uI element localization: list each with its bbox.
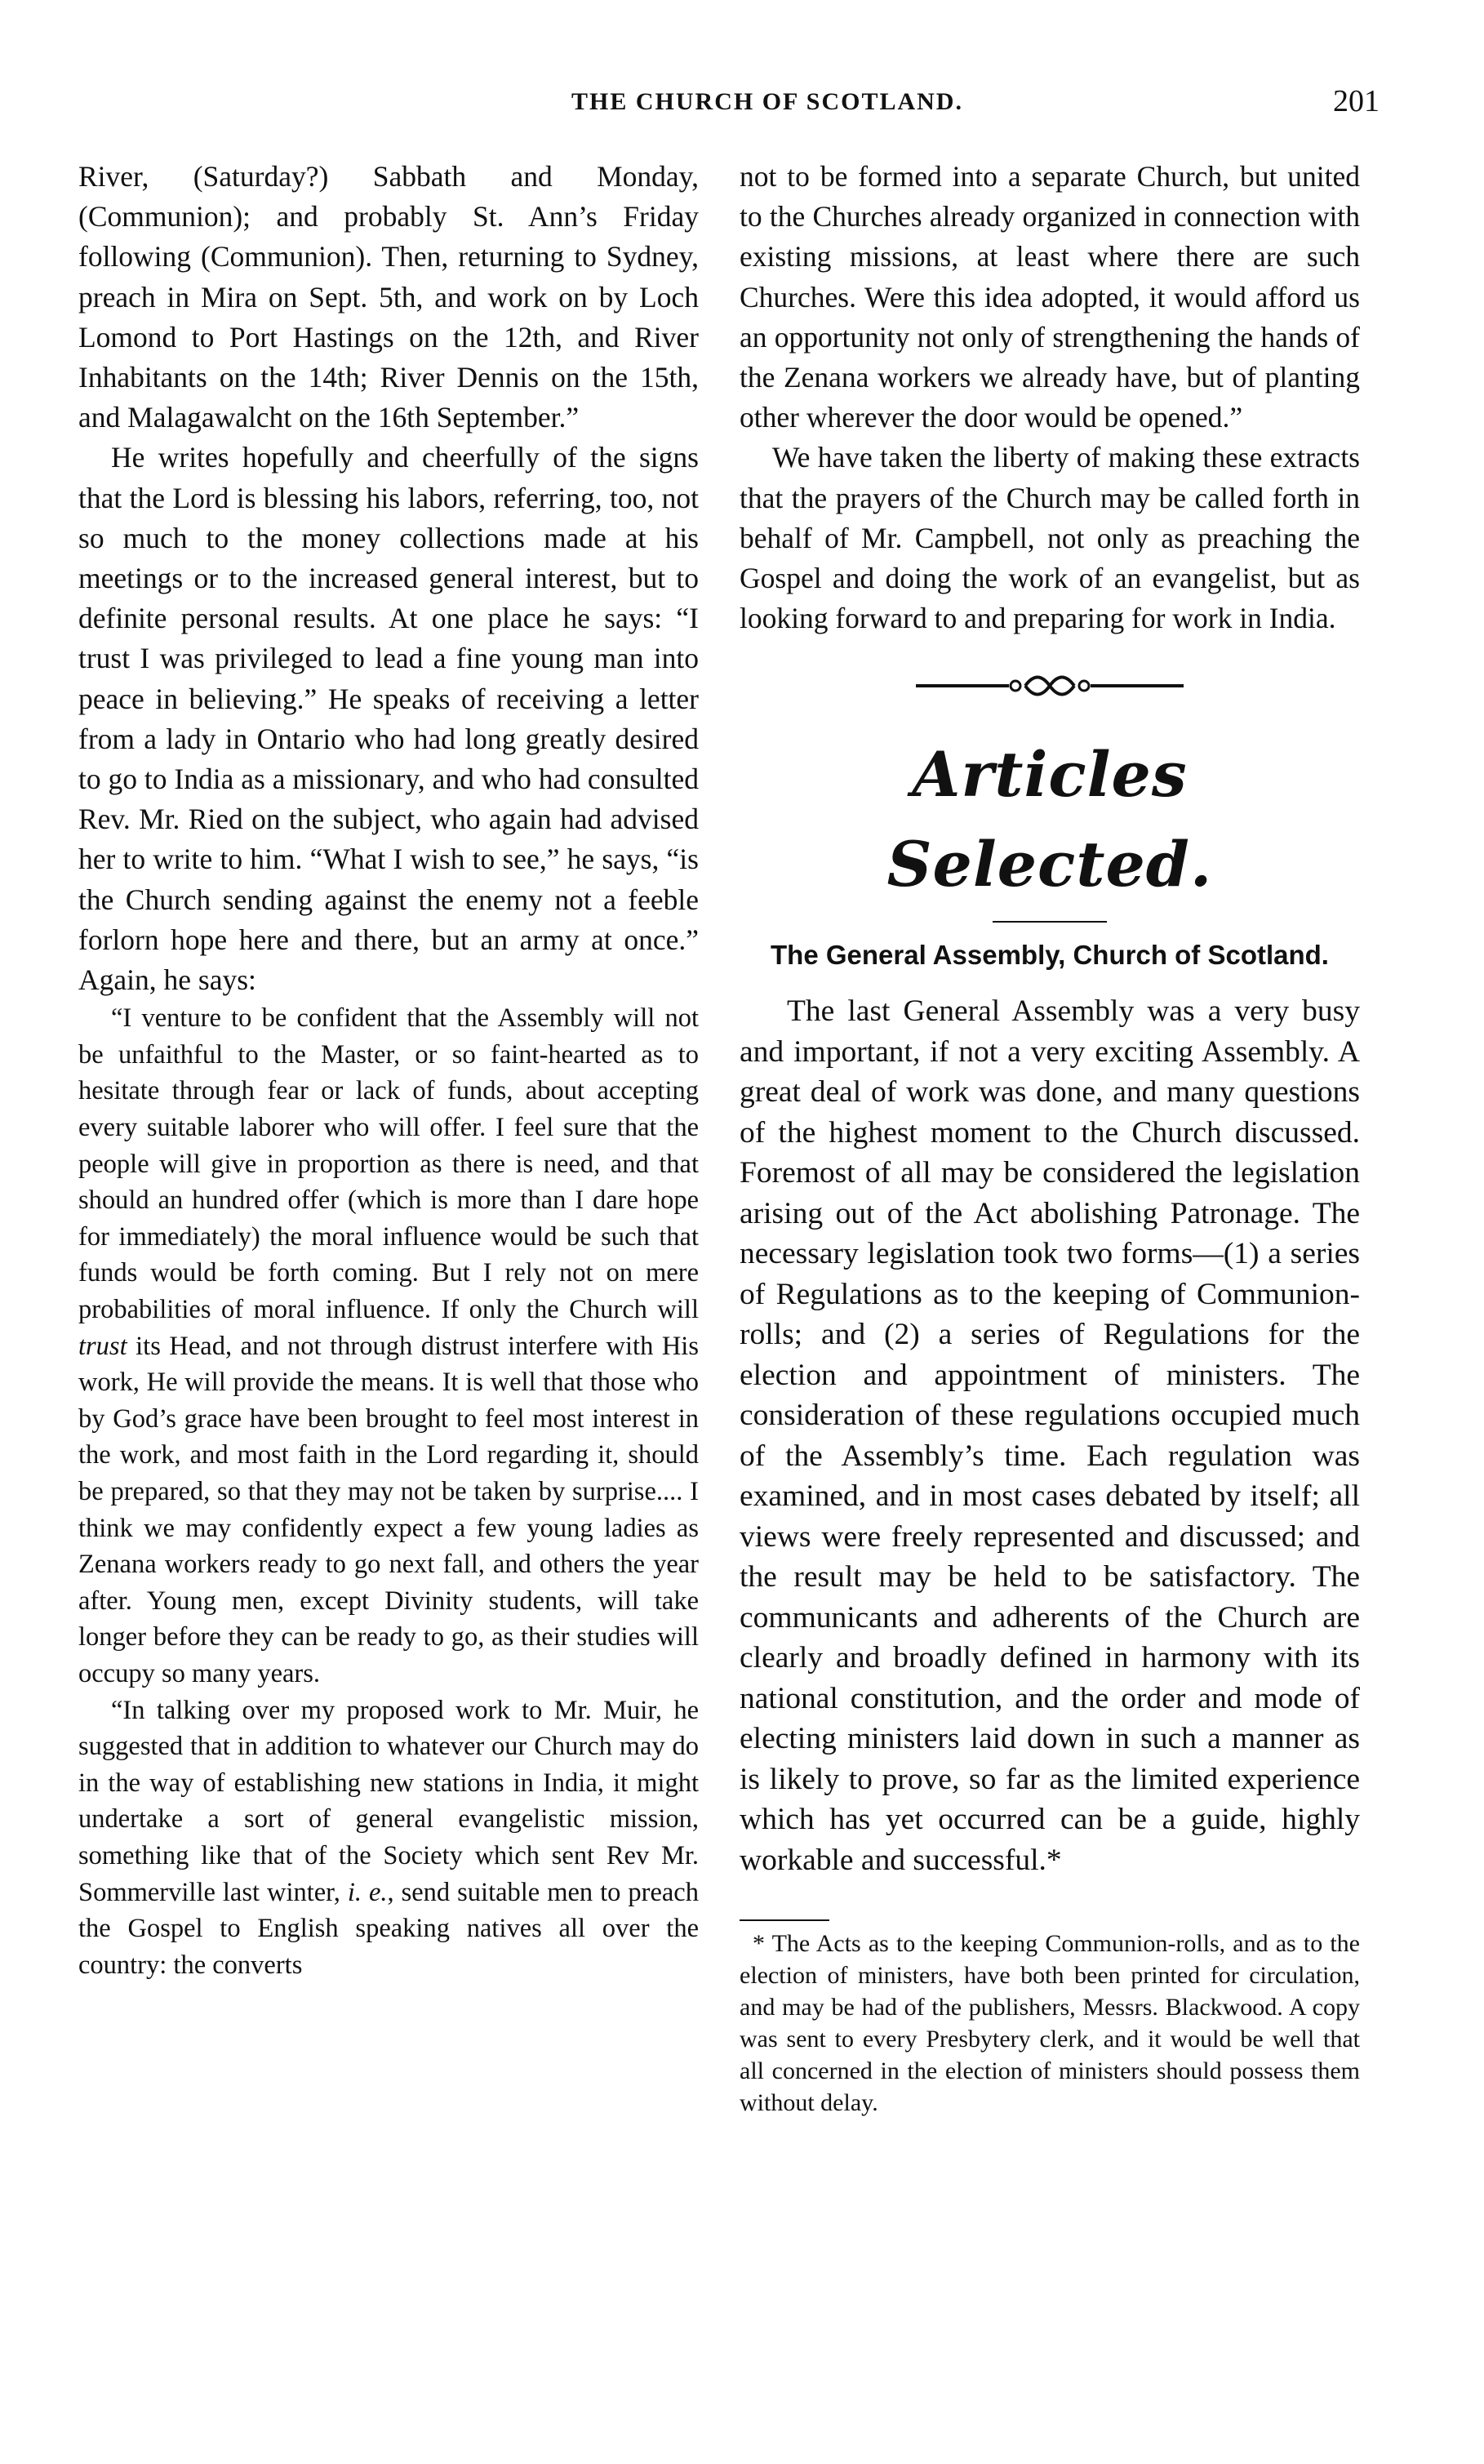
left-column: [78, 157, 699, 1983]
article-title: The General Assembly, Church of Scotland.: [771, 940, 1329, 971]
paragraph-general-assembly: The last General Assembly was a very busy and important, if not a very exciting Assembly. A great deal of work was done, and many questions of the highest moment to the Church discussed. Foremost of all may be considered the legislation arising out of the Act abolishing Patronage. The necessary legislation took two forms—(1) a series of Regulations as to the keeping of Communion-rolls; and (2) a series of Regulations for the election and appointment of ministers. The consideration of these regulations occupied much of the Assembly’s time. Each regulation was examined, and in most cases debated by itself; all views were freely represented and discussed; and the result may be held to be satisfactory. The communicants and adherents of the Church are clearly and broadly defined in harmony with its national constitution, and the order and mode of electing ministers laid down in such a manner as is likely to prove, so far as the limited experience which has yet occurred can be a guide, highly workable and successful.*: [740, 994, 1360, 1877]
paragraph-report: He writes hopefully and cheerfully of the signs that the Lord is blessing his labors, referring, too, not so much to the money collections made at his meetings or to the increased general interest, but to definite personal results. At one place he says: “I trust I was privileged to lead a fine young man into peace in believing.” He speaks of receiving a letter from a lady in Ontario who had long greatly desired to go to India as a missionary, and who had consulted Rev. Mr. Ried on the subject, who again had advised her to write to him. “What I wish to see,” he says, “is the Church sending against the enemy not a feeble forlorn hope here and there, but an army at once.” Again, he says:: [78, 441, 699, 997]
heading-rule: [993, 921, 1107, 923]
footnote: * The Acts as to the keeping Communion-rolls, and as to the election of ministers, have both been printed for circulation, and may be had of the publishers, Messrs. Blackwood. A copy was sent to every Presbytery clerk, and it would be well that all concerned in the election of ministers should possess them without delay.: [740, 1930, 1360, 2117]
paragraph-continuation: not to be formed into a separate Church, but united to the Churches already organized in connection with existing missions, at least where there are such Churches. Were this idea adopted, it would afford us an opportunity not only of strengthening the hands of the Zenana workers we already have, but of planting other wherever the door would be opened.”: [740, 160, 1360, 434]
quote-text-3: “In talking over my proposed work to Mr. Muir, he suggested that in addition to whatever our Church may do in the way of establishing new stations in India, it might undertake a sort of general evangelistic mission, something like that of the Society which sent Rev Mr. Sommerville last winter,: [78, 1695, 699, 1907]
quote-text-1: “I venture to be confident that the Assembly will not be unfaithful to the Master, or so faint-hearted as to hesitate through fear or lack of funds, about accepting every suitable laborer who will offer. I feel sure that the people will give in proportion as there is need, and that should an hundred offer (which is more than I dare hope for immediately) the moral influence would be such that funds would be forth coming. But I rely not on mere probabilities of moral influence. If only the Church will: [78, 1003, 699, 1325]
paragraph-quote-muir: [78, 1692, 699, 1984]
ornamental-divider: [911, 669, 1189, 702]
paragraph-extracts: We have taken the liberty of making these extracts that the prayers of the Church may be called forth in behalf of Mr. Campbell, not only as preaching the Gospel and doing the work of an evangelist, but as looking forward to and preparing for work in India.: [740, 441, 1360, 635]
paragraph-itinerary: River, (Saturday?) Sabbath and Monday, (Communion); and probably St. Ann’s Friday following (Communion). Then, returning to Sydney, preach in Mira on Sept. 5th, and work on by Loch Lomond to Port Hastings on the 12th, and River Inhabitants on the 14th; River Dennis on the 15th, and Malagawalcht on the 16th September.”: [78, 160, 699, 434]
running-head: [155, 84, 1380, 137]
right-column: [740, 157, 1360, 2119]
page-number: 201: [1333, 84, 1380, 118]
footnote-rule: [740, 1919, 829, 1921]
quote-text-2: its Head, and not through distrust interfere with His work, He will provide the means. It is well that those who by God’s grace have been brought to feel most interest in the work, and most faith in the Lord regarding it, should be prepared, so that they may not be taken by surprise.... I think we may confidently expect a few young ladies as Zenana workers ready to go next fall, and others the year after. Young men, except Divinity students, will take longer before they can be ready to go, as their studies will occupy so many years.: [78, 1331, 699, 1688]
emphasis-trust: trust: [78, 1331, 127, 1361]
paragraph-quote-assembly: [78, 1000, 699, 1692]
quote-text-4: , send suitable men to preach the Gospel to English speaking natives all over the country: the converts: [78, 1877, 699, 1980]
running-title: THE CHURCH OF SCOTLAND.: [571, 88, 963, 115]
emphasis-ie: i. e.: [347, 1877, 388, 1907]
section-heading: Articles Selected.: [886, 738, 1213, 901]
